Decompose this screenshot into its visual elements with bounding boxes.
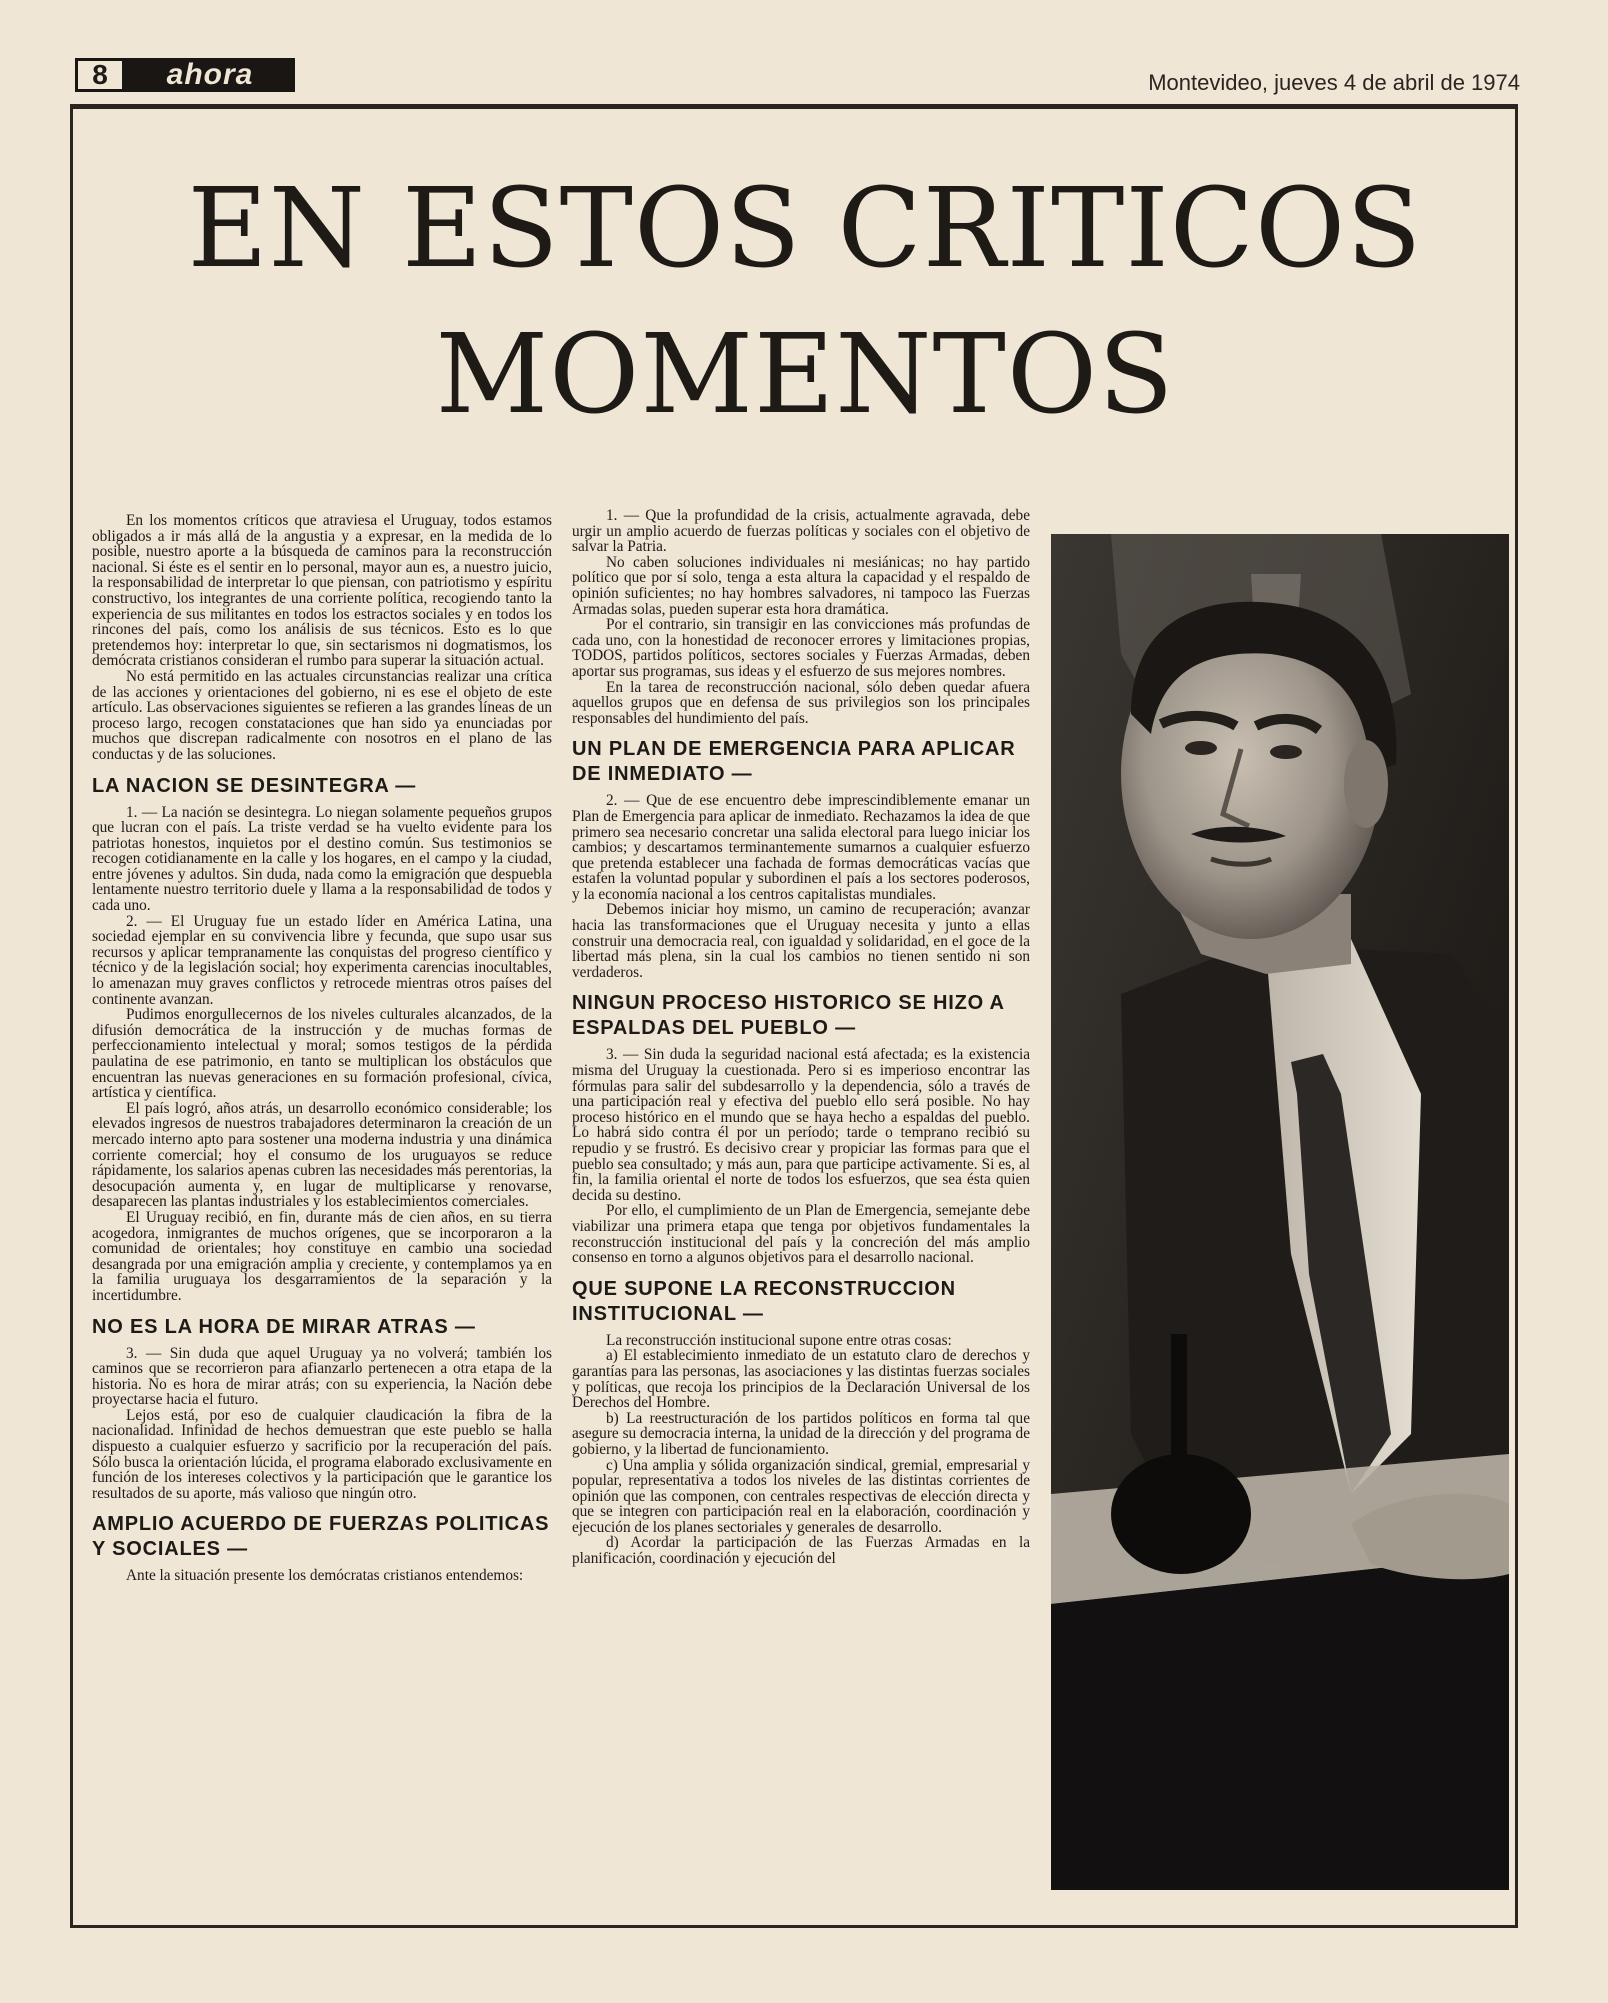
section-heading: UN PLAN DE EMERGENCIA PARA APLICAR DE INMEDIATO —	[572, 738, 1016, 786]
portrait-photo	[1051, 534, 1509, 1890]
paragraph: 1. — Que la profundidad de la crisis, actualmente agravada, debe urgir un amplio acuerdo de fuerzas políticas y sociales con el objetivo de salvar la Patria.	[572, 507, 1030, 556]
article-headline	[120, 155, 1490, 447]
paragraph: Por ello, el cumplimiento de un Plan de Emergencia, semejante debe viabilizar una primera etapa que tenga por objetivos fundamentales la reconstrucción institucional del país y la concreción del más amplio consenso en torno a algunos objetivos para el desarrollo nacional.	[572, 1202, 1030, 1267]
paragraph: 2. — Que de ese encuentro debe imprescindiblemente emanar un Plan de Emergencia para aplicar de inmediato. Rechazamos la idea de que primero sea necesario concretar una salida electoral para luego iniciar los cambios; y descartamos terminantemente sumarnos a cualquier esfuerzo que pretenda establecer una fachada de formas democráticas vacías que estafen la voluntad popular y subordinen el país a los sectores poderosos, y la economía nacional a los centros capitalistas mundiales.	[572, 792, 1030, 903]
page-number: 8	[75, 58, 125, 92]
paragraph: 2. — El Uruguay fue un estado líder en América Latina, una sociedad ejemplar en su convivencia libre y fecunda, que supo usar sus recursos y aplicar tempranamente las conquistas del progreso científico y técnico y de la legislación social; hoy experimenta carencias inocultables, lo amenazan muy graves conflictos y retrocede mientras otros países del continente avanzan.	[92, 912, 552, 1008]
list-item: b) La reestructuración de los partidos políticos en forma tal que asegure su democracia interna, la unidad de la dirección y del programa de gobierno, y la libertad de funcionamiento.	[572, 1409, 1030, 1458]
portrait-photo-drawing	[1051, 534, 1509, 1890]
paragraph: El Uruguay recibió, en fin, durante más de cien años, en su tierra acogedora, inmigrantes de muchos orígenes, que se incorporaron a la comunidad de orientales; hoy constituye en cambio una sociedad desangrada por una emigración amplia y creciente, y contemplamos ya en la familia uruguaya los desgarramientos de la separación y la incertidumbre.	[92, 1208, 552, 1304]
paragraph: El país logró, años atrás, un desarrollo económico considerable; los elevados ingresos de nuestros trabajadores determinaron la creación de un mercado interno apto para sostener una moderna industria y una dinámica corriente comercial; hoy el consumo de los uruguayos se reduce rápidamente, los salarios apenas cubren las necesidades más perentorias, la desocupación aumenta y, en lugar de multiplicarse y renovarse, desaparecen las plantas industriales y los establecimientos comerciales.	[92, 1099, 552, 1211]
paragraph: La reconstrucción institucional supone entre otras cosas:	[606, 1331, 952, 1349]
paragraph: No caben soluciones individuales ni mesiánicas; no hay partido político que por sí solo, tenga a esta altura la capacidad y el respaldo de opinión suficientes; no hay hombres salvadores, ni tampoco las Fuerzas Armadas solas, pueden superar esta hora dramática.	[572, 553, 1030, 618]
section-heading: QUE SUPONE LA RECONSTRUCCION INSTITUCIONAL —	[572, 1277, 956, 1325]
list-item: c) Una amplia y sólida organización sindical, gremial, empresarial y popular, representativa a todos los niveles de las distintas corrientes de opinión que las componen, con centrales respectivas de elección directa y que se integren con participación real en la elaboración, coordinación y ejecución de los planes sectoriales y generales de desarrollo.	[572, 1456, 1030, 1536]
headline-line-2: MOMENTOS	[435, 310, 1175, 438]
section-heading: NINGUN PROCESO HISTORICO SE HIZO A ESPALDAS DEL PUEBLO —	[572, 992, 1005, 1040]
list-item: a) El establecimiento inmediato de un estatuto claro de derechos y garantías para las personas, las asociaciones y las distintas fuerzas sociales y políticas, que recoja los principios de la Declaración Universal de los Derechos del Hombre.	[572, 1347, 1030, 1412]
paragraph: En los momentos críticos que atraviesa el Uruguay, todos estamos obligados a ir más allá de la angustia y a expresar, en la medida de lo posible, nuestro aporte a la búsqueda de caminos para la reconstrucción nacional. Si éste es el sentir en lo personal, mayor aun es, a nuestro juicio, la responsabilidad de interpretar lo que piensan, con patriotismo y espíritu constructivo, los integrantes de una corriente política, recogiendo tanto la experiencia de sus militantes en todos los estractos sociales y en todos los rincones del país, como los análisis de sus técnicos. Esto es lo que pretendemos hoy: interpretar lo que, sin sectarismos ni dogmatismos, los demócrata cristianos consideran el rumbo para superar la situación actual.	[92, 512, 552, 670]
paragraph: En la tarea de reconstrucción nacional, sólo deben quedar afuera aquellos grupos que en defensa de sus privilegios son los principales responsables del hundimiento del país.	[572, 678, 1030, 727]
paragraph: Lejos está, por eso de cualquier claudicación la fibra de la nacionalidad. Infinidad de hechos demuestran que este pueblo se halla dispuesto a cualquier esfuerzo y sacrificio por la recuperación del país. Sólo busca la orientación lúcida, el programa elaborado exclusivamente en función de los intereses colectivos y la participación que le garantice los resultados de su aporte, más valioso que ningún otro.	[92, 1406, 552, 1502]
list-item: d) Acordar la participación de las Fuerzas Armadas en la planificación, coordinación y ejecución del	[572, 1534, 1030, 1568]
paragraph: No está permitido en las actuales circunstancias realizar una crítica de las acciones y orientaciones del gobierno, ni es ese el objeto de este artículo. Las observaciones siguientes se refieren a las grandes líneas de un proceso largo, recogen constataciones que han sido ya enunciadas por muchos que discrepan radicalmente con nosotros en el plano de las conductas y de las soluciones.	[92, 667, 552, 763]
masthead	[75, 58, 295, 96]
article-column-1	[92, 513, 552, 1584]
paragraph: 3. — Sin duda que aquel Uruguay ya no volverá; también los caminos que se recorrieron para afianzarlo pertenecen a otra etapa de la historia. No es hora de mirar atrás; con su experiencia, la Nación debe proyectarse hacia el futuro.	[92, 1344, 552, 1409]
paragraph: 3. — Sin duda la seguridad nacional está afectada; es la existencia misma del Uruguay la cuestionada. Pero si es imperioso encontrar las fórmulas para salir del subdesarrollo y la dependencia, sólo a través de una participación real y efectiva del pueblo ello será posible. No hay proceso histórico en el mundo que se haya hecho a espaldas del pueblo. Lo habrá sido contra él por un período; tarde o temprano recibió su repudio y se frustró. Es decisivo crear y propiciar las formas para que el pueblo sea consultado; y más aun, para que participe activamente. Si es, al fin, la familia oriental el norte de todos los esfuerzos, que sea ésta quien decida su destino.	[572, 1046, 1030, 1204]
headline-line-1: EN ESTOS CRITICOS	[187, 164, 1423, 292]
paragraph: Debemos iniciar hoy mismo, un camino de recuperación; avanzar hacia las transformaciones que el Uruguay necesita y junto a ellas construir una democracia real, con igualdad y solidaridad, en el goce de la libertad más plena, sin la cual los cambios no tienen sentido ni son verdaderos.	[572, 901, 1030, 981]
section-heading: NO ES LA HORA DE MIRAR ATRAS —	[92, 1315, 476, 1338]
article-column-2	[572, 508, 1030, 1567]
section-heading: LA NACION SE DESINTEGRA —	[92, 774, 417, 797]
section-heading: AMPLIO ACUERDO DE FUERZAS POLITICAS Y SOCIALES —	[92, 1513, 550, 1561]
newspaper-logo: ahora	[125, 58, 295, 92]
dateline: Montevideo, jueves 4 de abril de 1974	[1148, 70, 1520, 95]
paragraph: 1. — La nación se desintegra. Lo niegan solamente pequeños grupos que lucran con el país. La triste verdad se ha vuelto evidente para los patriotas honestos, inquietos por el destino común. Sus testimonios se recogen cotidianamente en la calle y los hogares, en el campo y la ciudad, entre jóvenes y adultos. Sin duda, nada como la emigración que despuebla lentamente nuestro territorio duele y llama a la responsabilidad de todos y cada uno.	[92, 803, 552, 915]
paragraph: Ante la situación presente los demócratas cristianos entendemos:	[126, 1567, 524, 1585]
paragraph: Pudimos enorgullecernos de los niveles culturales alcanzados, de la difusión democrática de la instrucción y de muchas formas de perfeccionamiento intelectual y moral; somos testigos de la pérdida paulatina de ese patrimonio, en tanto se multiplican los obstáculos que encuentran las nuevas generaciones en su formación profesional, cívica, artística y científica.	[92, 1006, 552, 1102]
paragraph: Por el contrario, sin transigir en las convicciones más profundas de cada uno, con la honestidad de reconocer errores y limitaciones propias, TODOS, partidos políticos, sectores sociales y Fuerzas Armadas, deben aportar sus programas, sus ideas y el esfuerzo de sus mejores nombres.	[572, 616, 1030, 680]
